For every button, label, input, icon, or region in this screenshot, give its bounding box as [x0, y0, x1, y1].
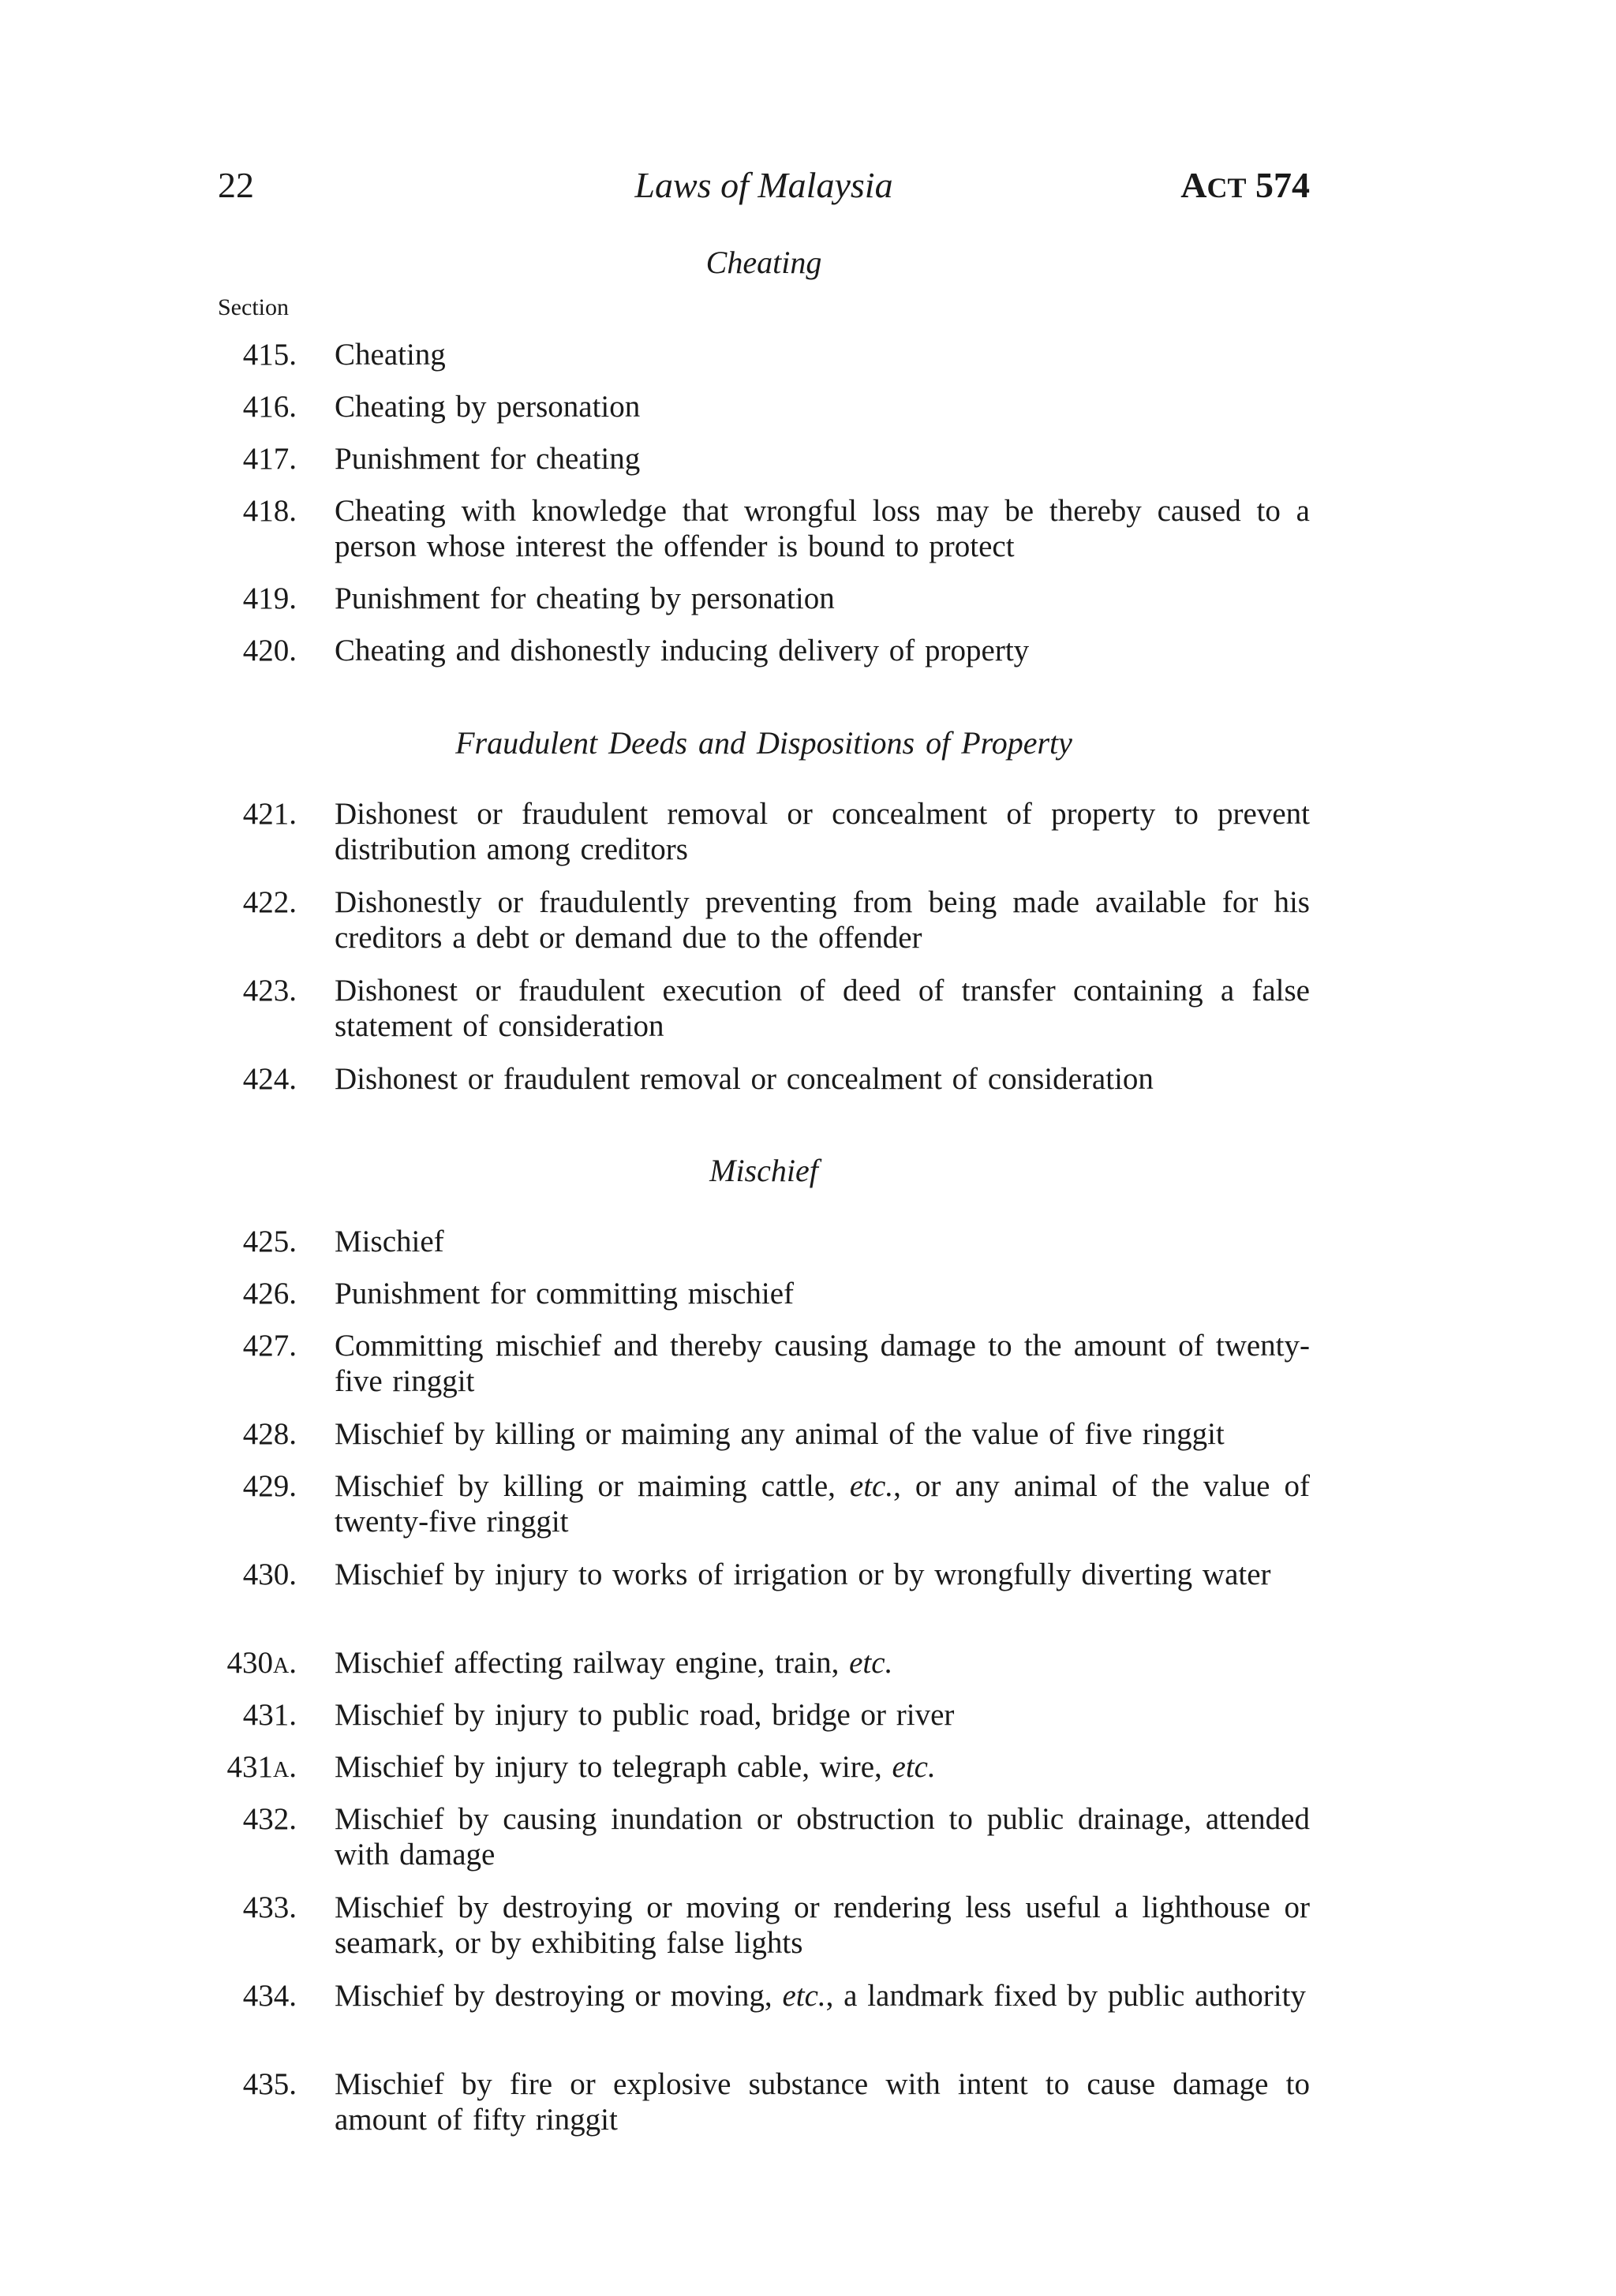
section-number: 417.	[242, 442, 297, 476]
section-number: 426.	[242, 1277, 297, 1311]
list-item	[218, 337, 1310, 372]
section-title: Mischief	[335, 1225, 444, 1258]
section-title: Dishonest or fraudulent removal or concealment of property to prevent distribution among creditors	[335, 797, 1310, 866]
page-header	[218, 158, 1310, 213]
group-heading-cheating: Cheating	[705, 245, 822, 280]
list-item	[218, 493, 1310, 564]
section-number: 435.	[242, 2067, 297, 2101]
list-item	[218, 1416, 1310, 1452]
section-number: 420.	[242, 634, 297, 667]
section-number: 424.	[242, 1062, 297, 1096]
list-item	[218, 1224, 1310, 1259]
section-number: 415.	[242, 338, 297, 372]
list-item	[218, 633, 1310, 668]
section-number: 430A.	[226, 1646, 297, 1680]
list-item	[218, 1978, 1310, 2014]
section-number: 431.	[242, 1698, 297, 1732]
section-title: Mischief by destroying or moving or rendering less useful a lighthouse or seamark, or by exhibiting false lights	[335, 1890, 1310, 1960]
list-item	[218, 796, 1310, 867]
list-item	[218, 1890, 1310, 1961]
section-title: Mischief by killing or maiming cattle, etc., or any animal of the value of twenty-five ringgit	[335, 1469, 1310, 1539]
list-item	[218, 884, 1310, 955]
act-number: 574	[1255, 165, 1310, 205]
section-title: Punishment for cheating	[335, 442, 641, 476]
group-heading-mischief: Mischief	[709, 1153, 818, 1188]
section-number: 422.	[242, 885, 297, 919]
section-title: Mischief by injury to public road, bridge or river	[335, 1698, 955, 1732]
section-title: Mischief by causing inundation or obstruction to public drainage, attended with damage	[335, 1802, 1310, 1872]
section-number: 429.	[242, 1469, 297, 1503]
list-item	[218, 1328, 1310, 1399]
list-item	[218, 1061, 1310, 1097]
list-item	[218, 1557, 1310, 1592]
section-title: Mischief by killing or maiming any animal of the value of five ringgit	[335, 1417, 1225, 1451]
group-heading-fraudulent-deeds: Fraudulent Deeds and Dispositions of Property	[455, 725, 1072, 761]
section-number: 419.	[242, 581, 297, 615]
list-item	[218, 1801, 1310, 1872]
section-title: Dishonest or fraudulent removal or concealment of consideration	[335, 1062, 1154, 1096]
list-item	[218, 441, 1310, 477]
section-number: 431A.	[226, 1750, 297, 1784]
section-title: Cheating and dishonestly inducing delivery of property	[335, 634, 1030, 667]
section-title: Mischief by fire or explosive substance with intent to cause damage to amount of fifty ringgit	[335, 2067, 1310, 2137]
section-number: 425.	[242, 1225, 297, 1258]
list-item	[218, 389, 1310, 424]
list-item	[218, 973, 1310, 1044]
section-number: 421.	[242, 797, 297, 831]
section-number: 423.	[242, 974, 297, 1008]
section-title: Dishonestly or fraudulently preventing from being made available for his creditors a debt or demand due to the offender	[335, 885, 1310, 955]
list-item	[218, 1697, 1310, 1733]
section-number: 427.	[242, 1329, 297, 1363]
list-item	[218, 1645, 1310, 1681]
section-title: Dishonest or fraudulent execution of deed of transfer containing a false statement of consideration	[335, 974, 1310, 1043]
page-number: 22	[218, 165, 254, 205]
section-number: 418.	[242, 494, 297, 528]
section-title: Punishment for cheating by personation	[335, 581, 835, 615]
section-title: Mischief by destroying or moving, etc., a landmark fixed by public authority	[335, 1979, 1306, 2013]
section-number: 428.	[242, 1417, 297, 1451]
section-title: Cheating	[335, 338, 446, 372]
section-number: 434.	[242, 1979, 297, 2013]
section-title: Punishment for committing mischief	[335, 1277, 795, 1311]
list-item	[218, 1749, 1310, 1785]
section-title: Mischief by injury to telegraph cable, wire, etc.	[335, 1750, 936, 1784]
section-title: Cheating with knowledge that wrongful loss may be thereby caused to a person whose interest the offender is bound to protect	[335, 494, 1310, 563]
running-title: Laws of Malaysia	[634, 165, 893, 205]
section-number: 416.	[242, 390, 297, 424]
section-number: 432.	[242, 1802, 297, 1836]
act-label: ACT	[1180, 165, 1247, 205]
section-number: 433.	[242, 1890, 297, 1924]
section-title: Cheating by personation	[335, 390, 641, 424]
section-title: Mischief by injury to works of irrigation or by wrongfully diverting water	[335, 1557, 1271, 1591]
section-title: Mischief affecting railway engine, train, etc.	[335, 1646, 893, 1680]
list-item	[218, 581, 1310, 616]
act-reference	[1180, 158, 1310, 215]
list-item	[218, 1276, 1310, 1311]
section-number: 430.	[242, 1557, 297, 1591]
list-item	[218, 1468, 1310, 1539]
section-title: Committing mischief and thereby causing damage to the amount of twenty-five ringgit	[335, 1329, 1310, 1398]
list-item	[218, 2066, 1310, 2137]
section-column-label: Section	[218, 294, 289, 320]
